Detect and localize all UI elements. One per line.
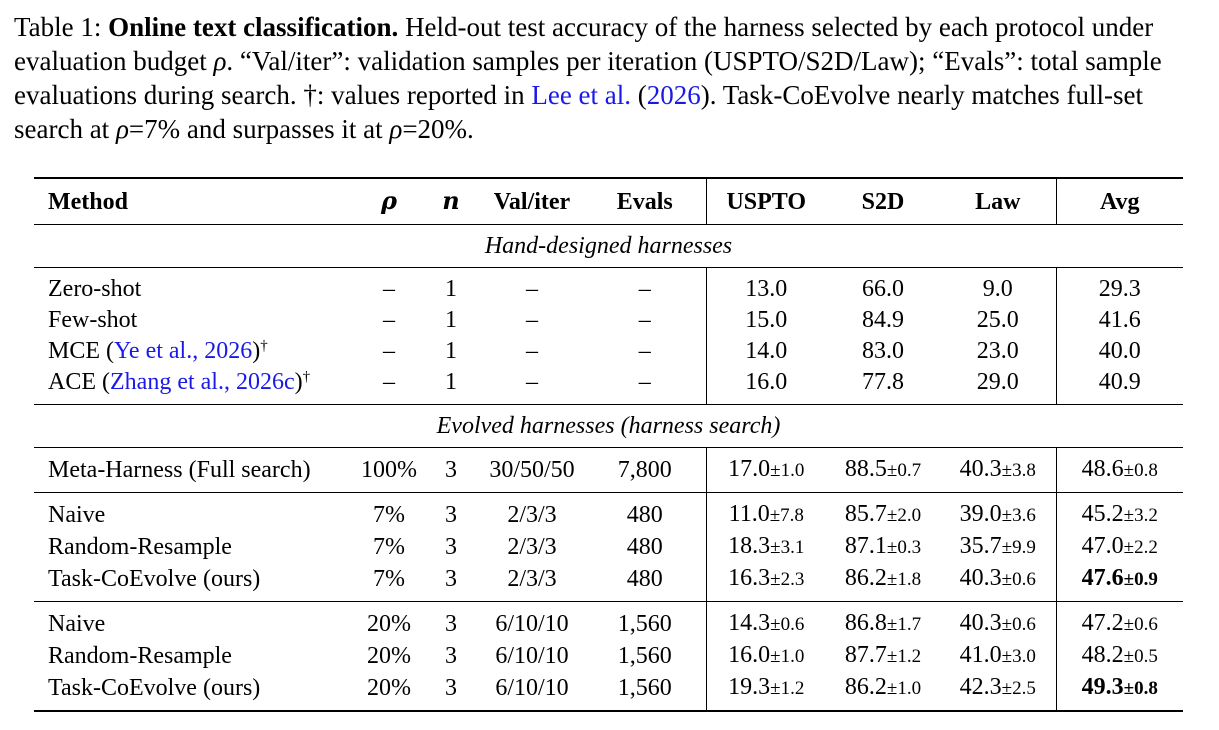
value: 47.0 <box>1081 533 1124 559</box>
val-iter-cell: 2/3/3 <box>480 493 584 532</box>
table-header-row <box>34 178 1183 225</box>
val-iter-cell: 6/10/10 <box>480 672 584 711</box>
value-cell <box>826 563 940 602</box>
caption-text: =7% and surpasses it at <box>128 114 390 144</box>
table-caption <box>14 10 1210 146</box>
std-dev: ±0.8 <box>1123 678 1158 699</box>
value: 88.5 <box>844 456 887 482</box>
std-dev: ±3.0 <box>1001 646 1036 667</box>
method-name: Task-CoEvolve (ours) <box>48 565 261 592</box>
value: 40.3 <box>959 456 1002 482</box>
std-dev: ±3.2 <box>1123 505 1158 526</box>
rho-cell: 7% <box>373 533 405 560</box>
value-cell <box>826 268 940 306</box>
std-dev: ±0.6 <box>1001 614 1036 635</box>
value-cell <box>706 305 826 336</box>
std-dev: ±1.2 <box>770 678 805 699</box>
n-cell: 3 <box>445 533 457 560</box>
caption-text: Held-out test accuracy of the harness selected by each protocol under evaluation budget <box>14 12 1154 76</box>
method-cell <box>34 448 356 493</box>
val-iter-cell: 2/3/3 <box>507 533 557 560</box>
std-dev: ±1.8 <box>886 569 922 590</box>
n-cell: 3 <box>445 642 457 669</box>
value-cell <box>706 268 826 306</box>
value: 16.0 <box>745 369 788 395</box>
value-cell <box>940 268 1056 306</box>
value-cell <box>1056 336 1183 367</box>
header-uspto: USPTO <box>706 178 826 225</box>
std-dev: ±1.2 <box>886 646 922 667</box>
dagger-mark: † <box>302 369 311 385</box>
value: 13.0 <box>745 276 788 302</box>
std-dev: ±2.2 <box>1123 537 1158 558</box>
method-cell <box>34 672 356 711</box>
table-row <box>34 672 1183 711</box>
value: 23.0 <box>976 338 1019 364</box>
value-cell <box>826 531 940 563</box>
table-row <box>34 367 1183 405</box>
value-cell <box>1056 672 1183 711</box>
method-cell <box>34 531 356 563</box>
std-dev: ±1.0 <box>770 646 805 667</box>
value: 86.2 <box>844 674 887 700</box>
method-name: MCE ( <box>48 338 114 364</box>
rho-cell: – <box>356 268 422 306</box>
std-dev: ±3.8 <box>1001 460 1036 481</box>
value-cell <box>1056 602 1183 641</box>
value: 40.3 <box>959 610 1002 636</box>
n-cell: 3 <box>422 672 480 711</box>
n-cell: 1 <box>445 338 457 364</box>
header-evals: Evals <box>584 178 706 225</box>
table-row <box>34 305 1183 336</box>
value-cell <box>1056 493 1183 532</box>
method-name: Naive <box>48 501 106 528</box>
std-dev: ±0.6 <box>1123 614 1158 635</box>
caption-rho: ρ <box>115 114 129 144</box>
caption-rho: ρ <box>389 114 403 144</box>
value-cell <box>940 448 1056 493</box>
header-avg: Avg <box>1056 178 1183 225</box>
value-cell <box>826 672 940 711</box>
value: 16.3 <box>728 565 771 591</box>
value-cell <box>940 336 1056 367</box>
value-cell <box>940 640 1056 672</box>
evals-cell: 1,560 <box>584 672 706 711</box>
value-cell <box>826 305 940 336</box>
method-name: Meta-Harness (Full search) <box>48 456 311 483</box>
value: 87.1 <box>844 533 887 559</box>
value-cell <box>940 493 1056 532</box>
value: 86.2 <box>844 565 887 591</box>
std-dev: ±0.5 <box>1123 646 1158 667</box>
value: 85.7 <box>844 501 887 527</box>
value: 11.0 <box>728 501 770 527</box>
value-cell <box>706 448 826 493</box>
section-row-evolved <box>34 405 1183 448</box>
method-cell <box>34 563 356 602</box>
value: 14.3 <box>728 610 771 636</box>
value: 77.8 <box>862 369 904 395</box>
value-cell <box>1056 563 1183 602</box>
header-rho: ρ <box>356 178 422 225</box>
value: 86.8 <box>844 610 887 636</box>
method-name: ) <box>294 369 303 395</box>
value: 42.3 <box>959 674 1002 700</box>
value: 40.0 <box>1098 338 1141 364</box>
evals-cell: 1,560 <box>617 642 672 669</box>
value-cell <box>706 493 826 532</box>
value: 41.0 <box>959 642 1002 668</box>
evals-cell: – <box>638 369 651 395</box>
citation-link[interactable]: Ye et al., 2026 <box>114 338 253 364</box>
std-dev: ±1.7 <box>886 614 922 635</box>
caption-label: Table 1: <box>14 12 102 42</box>
value: 16.0 <box>728 642 771 668</box>
evals-cell: 7,800 <box>584 448 706 493</box>
citation-year-link[interactable]: 2026 <box>646 80 701 110</box>
method-name: Task-CoEvolve (ours) <box>48 674 261 701</box>
value-cell <box>706 531 826 563</box>
value: 35.7 <box>959 533 1002 559</box>
evals-cell: 480 <box>584 493 706 532</box>
value-cell <box>826 448 940 493</box>
header-n: n <box>422 178 480 225</box>
caption-text: ). Task-CoEvolve nearly matches full-set search at <box>14 80 1144 144</box>
value-cell <box>1056 268 1183 306</box>
method-cell <box>34 305 356 336</box>
header-s2d: S2D <box>826 178 940 225</box>
table-row <box>34 531 1183 563</box>
value: 9.0 <box>982 276 1013 302</box>
rho-cell: – <box>383 307 395 333</box>
value-cell <box>706 563 826 602</box>
value: 87.7 <box>844 642 887 668</box>
value-cell <box>1056 448 1183 493</box>
rho-cell: – <box>383 338 395 364</box>
value: 40.3 <box>959 565 1002 591</box>
section-label: Hand-designed harnesses <box>484 233 733 259</box>
value-cell <box>706 336 826 367</box>
rho-cell: – <box>383 369 395 395</box>
std-dev: ±0.9 <box>1123 569 1158 590</box>
evals-cell: – <box>638 338 651 364</box>
n-cell: 3 <box>422 448 480 493</box>
evals-cell: 1,560 <box>584 602 706 641</box>
std-dev: ±0.6 <box>770 614 805 635</box>
std-dev: ±2.0 <box>886 505 922 526</box>
evals-cell: – <box>584 268 706 306</box>
value-cell <box>940 531 1056 563</box>
caption-text: =20%. <box>402 114 474 144</box>
value: 15.0 <box>745 307 788 333</box>
std-dev: ±0.3 <box>886 537 922 558</box>
std-dev: ±1.0 <box>770 460 805 481</box>
n-cell: 1 <box>445 307 457 333</box>
method-cell <box>34 268 356 306</box>
header-method: Method <box>34 178 356 225</box>
std-dev: ±2.3 <box>770 569 805 590</box>
std-dev: ±2.5 <box>1001 678 1036 699</box>
table-row <box>34 602 1183 641</box>
std-dev: ±0.6 <box>1001 569 1036 590</box>
value-cell <box>1056 640 1183 672</box>
caption-text: . “Val/iter”: validation samples per iteration (USPTO/S2D/Law); “Evals”: total sample evaluations during search. †: values reported in <box>14 46 1162 110</box>
value-cell <box>826 336 940 367</box>
value-cell <box>940 305 1056 336</box>
citation-link[interactable]: Zhang et al., 2026c <box>110 369 295 395</box>
caption-text: ( <box>631 80 647 110</box>
value: 83.0 <box>862 338 904 364</box>
value-cell <box>940 672 1056 711</box>
method-cell <box>34 493 356 532</box>
method-name: Naive <box>48 610 106 637</box>
value: 41.6 <box>1098 307 1141 333</box>
header-law: Law <box>940 178 1056 225</box>
rho-cell: 100% <box>356 448 422 493</box>
value: 29.3 <box>1098 276 1141 302</box>
value: 18.3 <box>728 533 771 559</box>
value-cell <box>706 602 826 641</box>
value: 25.0 <box>976 307 1019 333</box>
n-cell: 3 <box>422 493 480 532</box>
value-cell <box>826 367 940 405</box>
table-row <box>34 563 1183 602</box>
method-cell <box>34 602 356 641</box>
rho-cell: 7% <box>356 493 422 532</box>
std-dev: ±3.6 <box>1001 505 1036 526</box>
rho-cell: 20% <box>367 642 411 669</box>
evals-cell: 480 <box>626 565 663 592</box>
value: 29.0 <box>976 369 1019 395</box>
method-cell <box>34 336 356 367</box>
table-row <box>34 493 1183 532</box>
value-cell <box>826 640 940 672</box>
value: 39.0 <box>959 501 1002 527</box>
value-cell <box>706 640 826 672</box>
section-row-hand <box>34 225 1183 268</box>
val-iter-cell: 30/50/50 <box>480 448 584 493</box>
rho-cell: 20% <box>356 602 422 641</box>
table-row <box>34 448 1183 493</box>
value-cell <box>940 367 1056 405</box>
section-label: Evolved harnesses (harness search) <box>34 405 1183 448</box>
value-cell <box>940 563 1056 602</box>
val-iter-cell: – <box>526 369 538 395</box>
std-dev: ±0.8 <box>1123 460 1158 481</box>
method-name: Random-Resample <box>48 642 232 669</box>
value-cell <box>940 602 1056 641</box>
n-cell: 3 <box>445 565 457 592</box>
method-name: ) <box>252 338 261 364</box>
val-iter-cell: 6/10/10 <box>495 642 569 669</box>
rho-cell: 20% <box>356 672 422 711</box>
evals-cell: – <box>638 307 651 333</box>
value: 45.2 <box>1081 501 1124 527</box>
value-cell <box>1056 531 1183 563</box>
val-iter-cell: – <box>526 338 538 364</box>
value-cell <box>706 367 826 405</box>
caption-rho: ρ <box>213 46 227 76</box>
n-cell: 1 <box>445 369 457 395</box>
value-cell <box>826 493 940 532</box>
value: 19.3 <box>728 674 771 700</box>
std-dev: ±9.9 <box>1001 537 1036 558</box>
rho-cell: 7% <box>373 565 405 592</box>
caption-title: Online text classification. <box>108 12 399 42</box>
method-name: Zero-shot <box>48 276 142 302</box>
value: 49.3 <box>1081 674 1124 700</box>
val-iter-cell: 2/3/3 <box>507 565 557 592</box>
value-cell <box>1056 305 1183 336</box>
table-row <box>34 640 1183 672</box>
value: 14.0 <box>745 338 788 364</box>
value-cell <box>706 672 826 711</box>
method-cell <box>34 640 356 672</box>
value: 66.0 <box>862 276 904 302</box>
value: 17.0 <box>728 456 771 482</box>
dagger-mark: † <box>260 338 268 354</box>
citation-link[interactable]: Lee et al. <box>531 80 632 110</box>
method-cell <box>34 367 356 405</box>
evals-cell: 480 <box>626 533 663 560</box>
value: 47.2 <box>1081 610 1124 636</box>
results-table <box>34 177 1183 712</box>
value: 47.6 <box>1081 565 1124 591</box>
std-dev: ±1.0 <box>886 678 922 699</box>
method-name: Random-Resample <box>48 533 232 560</box>
value-cell <box>826 602 940 641</box>
std-dev: ±7.8 <box>769 505 804 526</box>
val-iter-cell: 6/10/10 <box>480 602 584 641</box>
table-row <box>34 336 1183 367</box>
value: 84.9 <box>862 307 904 333</box>
value: 40.9 <box>1098 369 1141 395</box>
val-iter-cell: – <box>480 268 584 306</box>
std-dev: ±0.7 <box>886 460 922 481</box>
value: 48.2 <box>1081 642 1124 668</box>
n-cell: 1 <box>422 268 480 306</box>
method-name: Few-shot <box>48 307 138 333</box>
value: 48.6 <box>1081 456 1124 482</box>
n-cell: 3 <box>422 602 480 641</box>
value-cell <box>1056 367 1183 405</box>
header-val-iter: Val/iter <box>480 178 584 225</box>
table-row <box>34 268 1183 306</box>
method-name: ACE ( <box>48 369 110 395</box>
val-iter-cell: – <box>526 307 538 333</box>
std-dev: ±3.1 <box>770 537 805 558</box>
